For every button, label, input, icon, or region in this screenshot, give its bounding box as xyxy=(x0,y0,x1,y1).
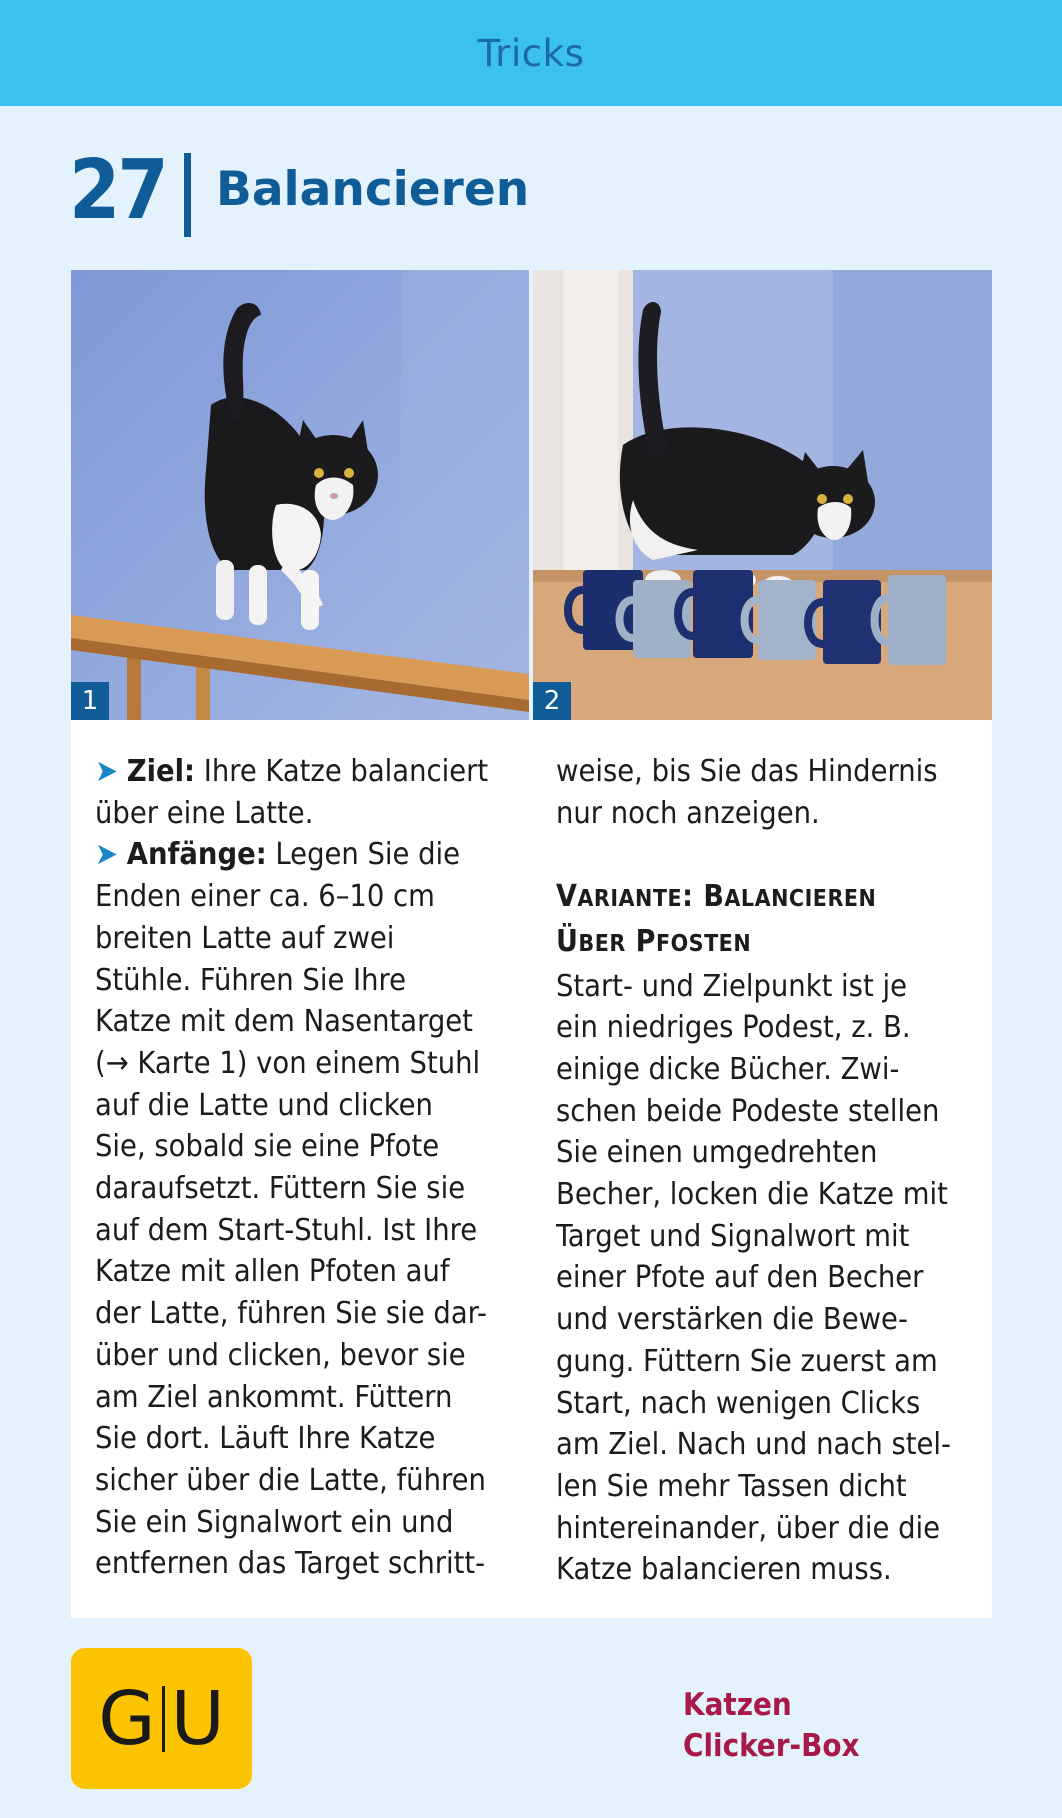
text-line: auf dem Start-Stuhl. Ist Ihre xyxy=(95,1212,478,1248)
text-line: auf die Latte und clicken xyxy=(95,1087,433,1123)
text-line: sicher über die Latte, führen xyxy=(95,1462,486,1498)
bullet-arrow-icon: ➤ xyxy=(95,754,127,789)
photo-cat-on-cups xyxy=(533,270,992,720)
bullet-arrow-icon: ➤ xyxy=(95,837,127,873)
goal-label: Ziel: xyxy=(126,754,196,789)
text-line: Sie, sobald sie eine Pfote xyxy=(95,1129,440,1165)
text-line: schen beide Podeste stellen xyxy=(556,1093,940,1129)
text-line: Becher, locken die Katze mit xyxy=(556,1177,948,1213)
text-line: (→ Karte 1) von einem Stuhl xyxy=(95,1045,481,1081)
category-label: Tricks xyxy=(477,31,585,75)
brand-line-2: Clicker-Box xyxy=(683,1728,860,1764)
variant-heading-line-1: VARIANTE: BALANCIEREN xyxy=(556,879,877,915)
card-title: Balancieren xyxy=(216,162,530,217)
beginnings-label: Anfänge: xyxy=(126,837,267,873)
text-line: am Ziel ankommt. Füttern xyxy=(95,1379,453,1415)
photo-badge-2: 2 xyxy=(533,682,571,720)
text-line: breiten Latte auf zwei xyxy=(95,920,395,956)
paragraph-gap xyxy=(556,834,976,876)
text-line: entfernen das Target schritt- xyxy=(95,1546,486,1582)
text-line: ein niedriges Podest, z. B. xyxy=(556,1010,911,1046)
photo-badge-1: 1 xyxy=(71,682,109,720)
text-line: Stühle. Führen Sie Ihre xyxy=(95,962,407,998)
text-line: Enden einer ca. 6–10 cm xyxy=(95,879,435,915)
text-line: Start, nach wenigen Clicks xyxy=(556,1385,921,1421)
product-brand xyxy=(683,1685,859,1767)
text-line: daraufsetzt. Füttern Sie sie xyxy=(95,1171,466,1207)
text-line: hintereinander, über die die xyxy=(556,1510,941,1546)
text-line: weise, bis Sie das Hindernis xyxy=(556,754,938,789)
text-line: Sie einen umgedrehten xyxy=(556,1135,878,1171)
text-line: über und clicken, bevor sie xyxy=(95,1337,466,1373)
text-line: Target und Signalwort mit xyxy=(556,1218,910,1254)
text-line: Sie dort. Läuft Ihre Katze xyxy=(95,1421,436,1457)
text-line: Katze balancieren muss. xyxy=(556,1552,892,1588)
text-line: einige dicke Bücher. Zwi- xyxy=(556,1051,900,1087)
text-line: am Ziel. Nach und nach stel- xyxy=(556,1427,951,1463)
text-line: gung. Füttern Sie zuerst am xyxy=(556,1343,938,1379)
photo-cat-on-beam xyxy=(71,270,529,720)
text-line: über eine Latte. xyxy=(95,795,314,831)
text-line: ➤ Anfänge: Legen Sie die xyxy=(95,837,461,873)
instructions-left-column xyxy=(95,751,525,1585)
text-line: Katze mit allen Pfoten auf xyxy=(95,1254,450,1290)
text-line: len Sie mehr Tassen dicht xyxy=(556,1468,907,1504)
logo-divider xyxy=(162,1686,165,1752)
gu-publisher-logo: G U xyxy=(71,1648,252,1789)
text-line: Sie ein Signalwort ein und xyxy=(95,1504,454,1540)
card-number: 27 xyxy=(69,143,166,238)
instructions-right-column xyxy=(556,751,976,1591)
instructions-panel xyxy=(71,720,992,1618)
text-line: einer Pfote auf den Becher xyxy=(556,1260,924,1296)
text-line: ➤ Ziel: Ihre Katze balanciert xyxy=(95,754,489,789)
category-banner xyxy=(0,0,1062,106)
text-line: Katze mit dem Nasentarget xyxy=(95,1004,473,1040)
text-line: Start- und Zielpunkt ist je xyxy=(556,968,907,1004)
brand-line-1: Katzen xyxy=(683,1687,792,1723)
variant-heading-line-2: ÜBER PFOSTEN xyxy=(556,923,752,959)
text-line: der Latte, führen Sie sie dar- xyxy=(95,1296,487,1332)
text-line: und verstärken die Bewe- xyxy=(556,1302,908,1338)
text-line: nur noch anzeigen. xyxy=(556,795,820,831)
title-divider xyxy=(184,153,191,237)
